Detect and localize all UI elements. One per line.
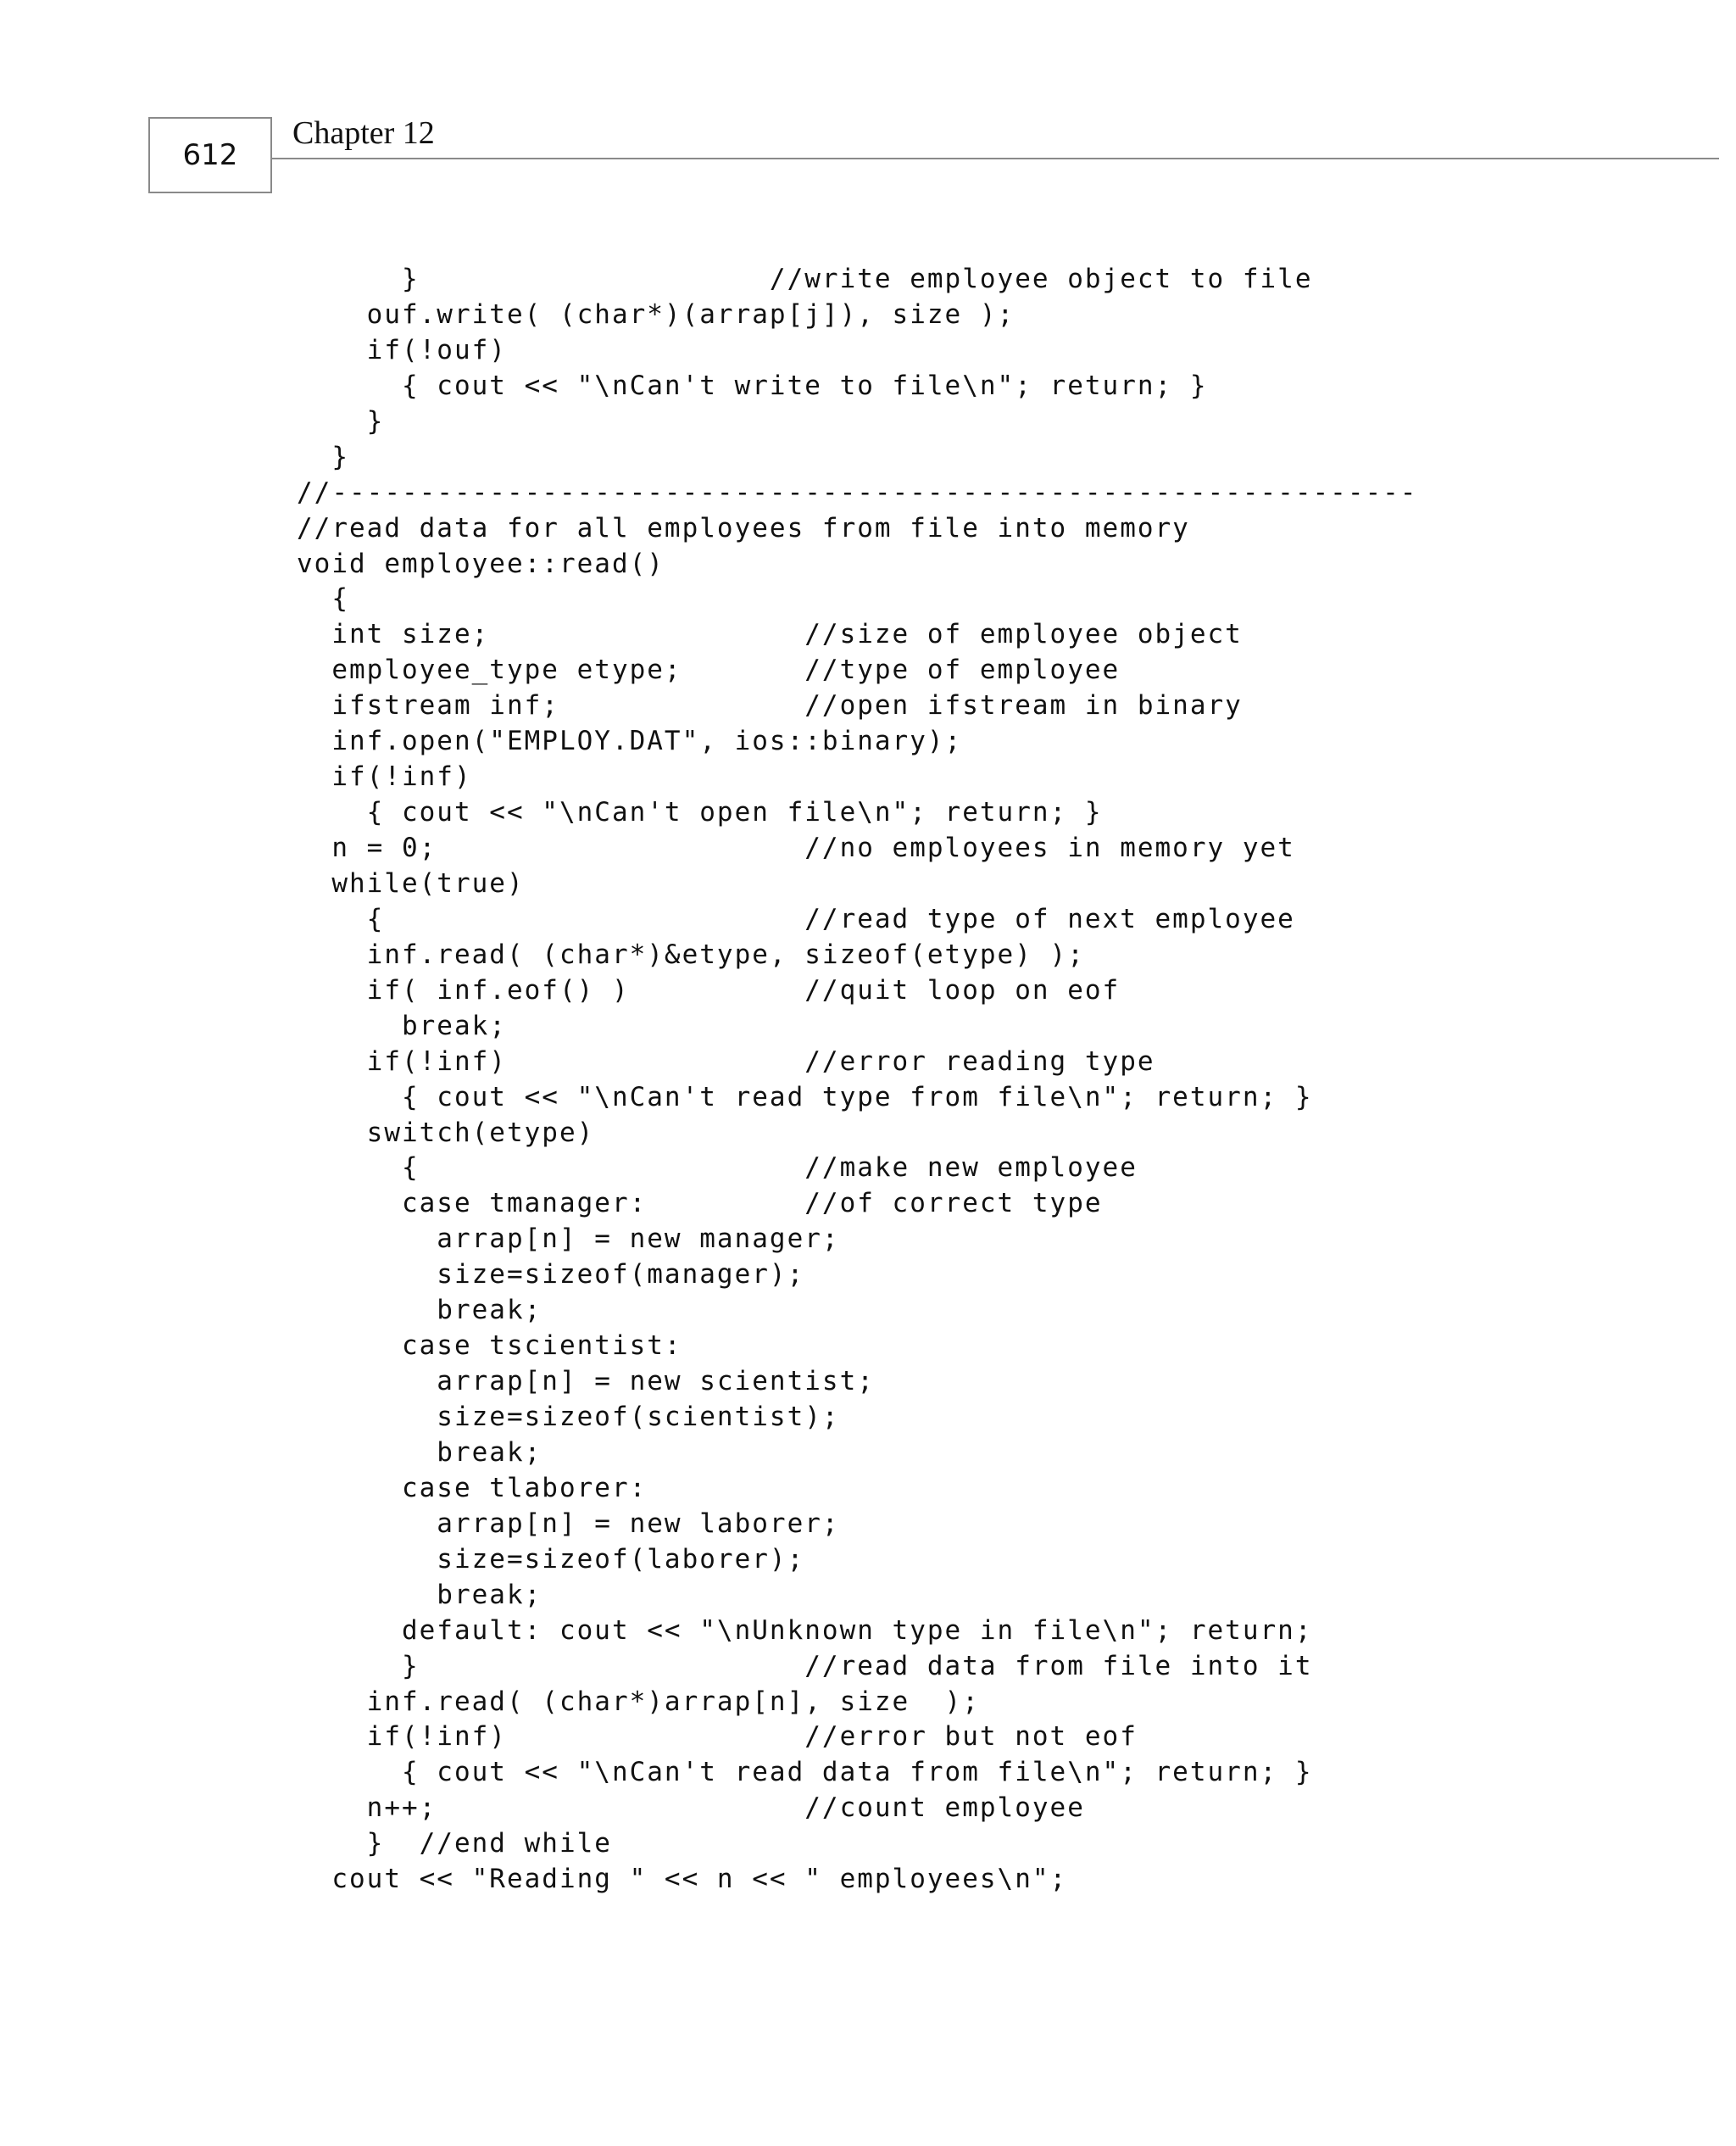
code-line: employee_type etype; //type of employee bbox=[297, 655, 1121, 686]
code-line: inf.read( (char*)&etype, sizeof(etype) ); bbox=[297, 939, 1085, 970]
code-line: n = 0; //no employees in memory yet bbox=[297, 833, 1295, 863]
code-line: size=sizeof(laborer); bbox=[297, 1543, 805, 1575]
code-line: default: cout << "\nUnknown type in file\n"; return; bbox=[297, 1614, 1313, 1646]
code-line: if( inf.eof() ) //quit loop on eof bbox=[297, 974, 1121, 1006]
header-rule bbox=[272, 158, 1719, 159]
code-line: //-------------------------------------------------------------- bbox=[297, 477, 1418, 508]
code-line: if(!ouf) bbox=[297, 334, 507, 365]
code-line: { bbox=[297, 583, 349, 615]
code-line: inf.open("EMPLOY.DAT", ios::binary); bbox=[297, 726, 963, 757]
code-line: cout << "Reading " << n << " employees\n"; bbox=[297, 1864, 1068, 1895]
code-line: { //read type of next employee bbox=[297, 903, 1295, 934]
code-line: void employee::read() bbox=[297, 548, 665, 579]
code-line: //read data for all employees from file into memory bbox=[297, 512, 1190, 543]
code-line: { cout << "\nCan't open file\n"; return; } bbox=[297, 797, 1103, 828]
code-line: case tmanager: //of correct type bbox=[297, 1188, 1103, 1219]
code-line: size=sizeof(scientist); bbox=[297, 1402, 840, 1432]
code-line: arrap[n] = new scientist; bbox=[297, 1366, 875, 1397]
code-line: while(true) bbox=[297, 867, 525, 899]
code-line: { cout << "\nCan't write to file\n"; return; } bbox=[297, 370, 1208, 401]
code-line: inf.read( (char*)arrap[n], size ); bbox=[297, 1686, 980, 1717]
code-line: if(!inf) //error reading type bbox=[297, 1045, 1155, 1077]
code-line: } //end while bbox=[297, 1828, 612, 1859]
code-line: { //make new employee bbox=[297, 1152, 1138, 1184]
code-line: break; bbox=[297, 1295, 542, 1326]
code-listing bbox=[297, 262, 1417, 1898]
code-line: break; bbox=[297, 1579, 542, 1610]
code-line: } //read data from file into it bbox=[297, 1650, 1313, 1681]
code-line: size=sizeof(manager); bbox=[297, 1259, 805, 1290]
code-line: switch(etype) bbox=[297, 1117, 595, 1148]
code-line: ifstream inf; //open ifstream in binary bbox=[297, 690, 1243, 722]
code-line: break; bbox=[297, 1436, 542, 1468]
code-line: int size; //size of employee object bbox=[297, 619, 1243, 650]
code-line: if(!inf) //error but not eof bbox=[297, 1721, 1138, 1753]
page-number: 612 bbox=[148, 117, 272, 193]
code-line: } //write employee object to file bbox=[297, 264, 1313, 294]
code-line: { cout << "\nCan't read data from file\n"; return; } bbox=[297, 1757, 1313, 1788]
chapter-title: Chapter 12 bbox=[292, 115, 435, 151]
code-line: { cout << "\nCan't read type from file\n"; return; } bbox=[297, 1081, 1313, 1112]
code-line: case tscientist: bbox=[297, 1330, 682, 1362]
code-line: arrap[n] = new laborer; bbox=[297, 1508, 840, 1539]
code-line: } bbox=[297, 441, 349, 472]
code-line: ouf.write( (char*)(arrap[j]), size ); bbox=[297, 298, 1015, 330]
code-line: case tlaborer: bbox=[297, 1472, 648, 1503]
code-line: } bbox=[297, 405, 385, 437]
code-line: break; bbox=[297, 1010, 507, 1041]
code-line: if(!inf) bbox=[297, 761, 472, 793]
code-line: n++; //count employee bbox=[297, 1792, 1085, 1824]
code-line: arrap[n] = new manager; bbox=[297, 1223, 840, 1255]
